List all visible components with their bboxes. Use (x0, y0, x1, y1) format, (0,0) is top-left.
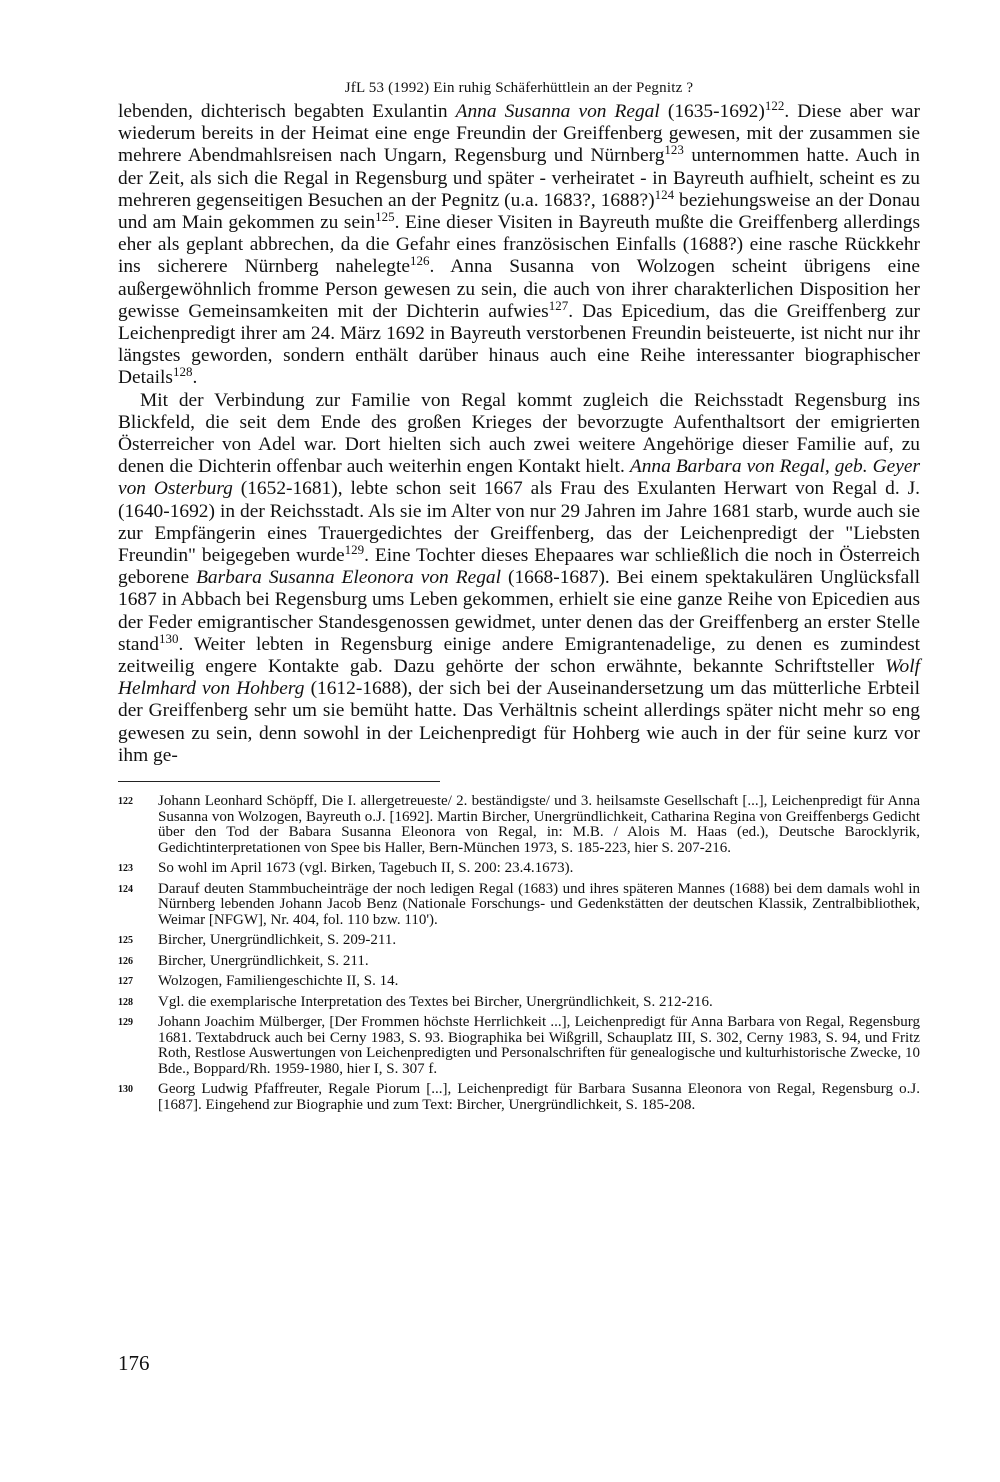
paragraph-text: . Weiter lebten in Regensburg einige andere Emigrantenadelige, zu denen es zumindest zeitweilig engere Kontakte gab. Dazu gehörte der schon erwähnte, bekannte Schriftsteller (118, 633, 920, 678)
footnote (118, 1015, 920, 1077)
paragraph-text: . (192, 367, 198, 389)
person-name: Anna Barbara von Regal, geb. Geyer von Osterburg (118, 456, 920, 500)
paragraph-text: . Anna Susanna von Wolzogen scheint übrigens eine außergewöhnlich fromme Person gewesen zu sein, die auch von ihrer charakterlichen Disposition her gewisse Gemeinsamkeiten mit der Dichterin aufwies (118, 256, 920, 322)
footnote (118, 933, 920, 949)
footnote-text: Johann Joachim Mülberger, [Der Frommen höchste Herrlichkeit ...], Leichenpredigt für Anna Barbara von Regal, Regensburg 1681. Textabdruck auch bei Cerny 1983, S. 93. Biographika bei Wißgrill, Schauplatz III, S. 302, Cerny 1983, S. 94, und Fritz Roth, Restlose Auswertungen von Leichenpredigten und Personalschriften für genealogische und kulturhistorische Zwecke, 10 Bde., Boppard/Rh. 1959-1980, hier I, S. 307 f. (158, 1014, 920, 1077)
paragraph-text: . Eine dieser Visiten in Bayreuth mußte die Greiffenberg allerdings eher als geplant abbrechen, da die Gefahr eines französischen Einfalls (1688?) eine rasche Rückkehr ins sicherere Nürnberg nahelegte (118, 212, 920, 278)
footnote-ref: 128 (172, 364, 193, 380)
footnote-number: 127 (118, 976, 133, 988)
footnote-text: Bircher, Unergründlichkeit, S. 209-211. (158, 932, 397, 949)
footnote-text: Georg Ludwig Pfaffreuter, Regale Piorum [...], Leichenpredigt für Barbara Susanna Eleonora von Regal, Regensburg o.J. [1687]. Eingehend zur Biographie und zum Text: Bircher, Unergründlichkeit, S. 185-208. (158, 1081, 920, 1113)
footnote-ref: 130 (158, 630, 179, 646)
paragraph-text: beziehungsweise an der Donau und am Main gekommen zu sein (118, 189, 920, 234)
footnote (118, 861, 920, 877)
running-head: JfL 53 (1992) Ein ruhig Schäferhüttlein an der Pegnitz ? (344, 80, 694, 96)
footnote-number: 126 (118, 955, 133, 967)
footnote-text: Wolzogen, Familiengeschichte II, S. 14. (158, 973, 399, 990)
paragraph-text: Mit der Verbindung zur Familie von Regal kommt zugleich die Reichsstadt Regensburg ins Blickfeld, die seit dem Ende des großen Krieges der bevorzugte Aufenthaltsort der emigrierten Österreicher von Adel war. Dort hielten sich auch zwei weitere Angehörige dieser Familie auf, zu denen die Dichterin offenbar auch weiterhin engen Kontakt hielt. (118, 389, 920, 478)
footnote-divider (118, 781, 440, 782)
footnote-number: 129 (118, 1017, 133, 1029)
footnote-number: 124 (118, 883, 133, 895)
paragraph-text: (1668-1687). Bei einem spektakulären Unglücksfall 1687 in Abbach bei Regensburg ums Leben gekommen, erhielt sie eine ganze Reihe von Epicedien aus der Feder emigrantischer Standesgenossen gewidmet, unter denen das der Greiffenberg an erster Stelle stand (118, 567, 921, 655)
footnote (118, 974, 920, 990)
footnote-ref: 122 (764, 98, 785, 113)
footnotes (118, 794, 920, 1113)
paragraph-text: . Diese aber war wiederum bereits in der Heimat eine enge Freundin der Greiffenberg gewesen, mit der zusammen sie mehrere Abendmahlsreisen nach Ungarn, Regensburg und Nürnberg (118, 101, 920, 167)
footnote-text: Vgl. die exemplarische Interpretation des Textes bei Bircher, Unergründlichkeit, S. 212-216. (158, 993, 713, 1010)
footnote-ref: 126 (409, 253, 430, 269)
footnote-text: Bircher, Unergründlichkeit, S. 211. (158, 952, 369, 969)
paragraph-text: . Eine Tochter dieses Ehepaares war schließlich die noch in Österreich geborene (118, 545, 920, 589)
body-paragraph (118, 98, 920, 390)
paragraph-text: (1635-1692) (659, 101, 765, 122)
footnote-number: 130 (118, 1084, 133, 1096)
paragraph-text: . Das Epicedium, das die Greiffenberg zur Leichenpredigt ihrer am 24. März 1692 in Bayreuth verstorbenen Freundin beisteuerte, ist nicht nur ihr längstes geworden, sondern enthält darüber hinaus auch eine Reihe interessanter biographischer Details (118, 300, 920, 389)
footnote (118, 1082, 920, 1113)
page-number: 176 (118, 1351, 150, 1375)
footnote (118, 954, 920, 970)
paragraph-text: (1652-1681), lebte schon seit 1667 als Frau des Exulanten Herwart von Regal d. J. (1640-1692) in der Reichsstadt. Als sie im Alter von nur 29 Jahren im Jahre 1681 starb, wurde auch sie zur Empfängerin eines Trauergedichtes der Greiffenberg, das der Leichenpredigt der "Liebsten Freundin" beigegeben wurde (118, 478, 920, 567)
footnote-number: 123 (118, 863, 133, 875)
footnote-ref: 129 (344, 542, 365, 558)
footnote-ref: 125 (375, 209, 395, 225)
footnote-number: 122 (118, 796, 133, 808)
person-name: Wolf Helmhard von Hohberg (118, 656, 920, 700)
body-text (118, 98, 921, 767)
paragraph-text: (1612-1688), der sich bei der Auseinandersetzung um das mütterliche Erbteil der Greiffenberg sehr um sie bemüht hatte. Das Verhältnis scheint allerdings später nicht mehr so eng gewesen zu sein, denn sowohl in der Leichenpredigt für Hohberg wie auch in der für seine kurz vor ihm ge- (118, 678, 920, 766)
footnote-ref: 127 (548, 297, 569, 313)
footnote-text: So wohl im April 1673 (vgl. Birken, Tagebuch II, S. 200: 23.4.1673). (158, 860, 574, 877)
footnote-text: Darauf deuten Stammbucheinträge der noch ledigen Regal (1683) und ihres späteren Mannes (1688) bei dem damals wohl in Nürnberg lebenden Johann Jacob Benz (Nationale Forschungs- und Gedenkstätten der deutschen Klassik, Zentralbibliothek, Weimar [NFGW], Nr. 404, fol. 110 bzw. 110'). (158, 880, 920, 928)
footnote-text: Johann Leonhard Schöpff, Die I. allergetreueste/ 2. beständigste/ und 3. heilsamste Gesellschaft [...], Leichenpredigt für Anna Susanna von Wolzogen, Bayreuth o.J. [1692]. Martin Bircher, Unergründlichkeit, Catharina Regina von Greiffenbergs Gedicht über den Tod der Babara Susanna Eleonora von Regal, in: M.B. / Alois M. Haas (ed.), Deutsche Barocklyrik, Gedichtinterpretationen von Spee bis Haller, Bern-München 1973, S. 185-223, hier S. 207-216. (158, 793, 920, 856)
footnote (118, 995, 920, 1011)
footnote-number: 125 (118, 935, 133, 947)
paragraph-text: lebenden, dichterisch begabten Exulantin (118, 101, 456, 122)
footnote-ref: 124 (654, 186, 675, 202)
person-name: Barbara Susanna Eleonora von Regal (196, 567, 501, 589)
footnote (118, 882, 920, 929)
footnote (118, 794, 920, 856)
person-name: Anna Susanna von Regal (455, 101, 660, 122)
footnote-ref: 123 (664, 142, 684, 158)
body-paragraph (118, 390, 920, 767)
paragraph-text: unternommen hatte. Auch in der Zeit, als sich die Regal in Regensburg und später - verheiratet - in Bayreuth aufhielt, scheint es zu mehreren gegenseitigen Besuchen an der Pegnitz (u.a. 1683?, 1688?) (118, 145, 920, 211)
footnote-number: 128 (118, 996, 133, 1008)
